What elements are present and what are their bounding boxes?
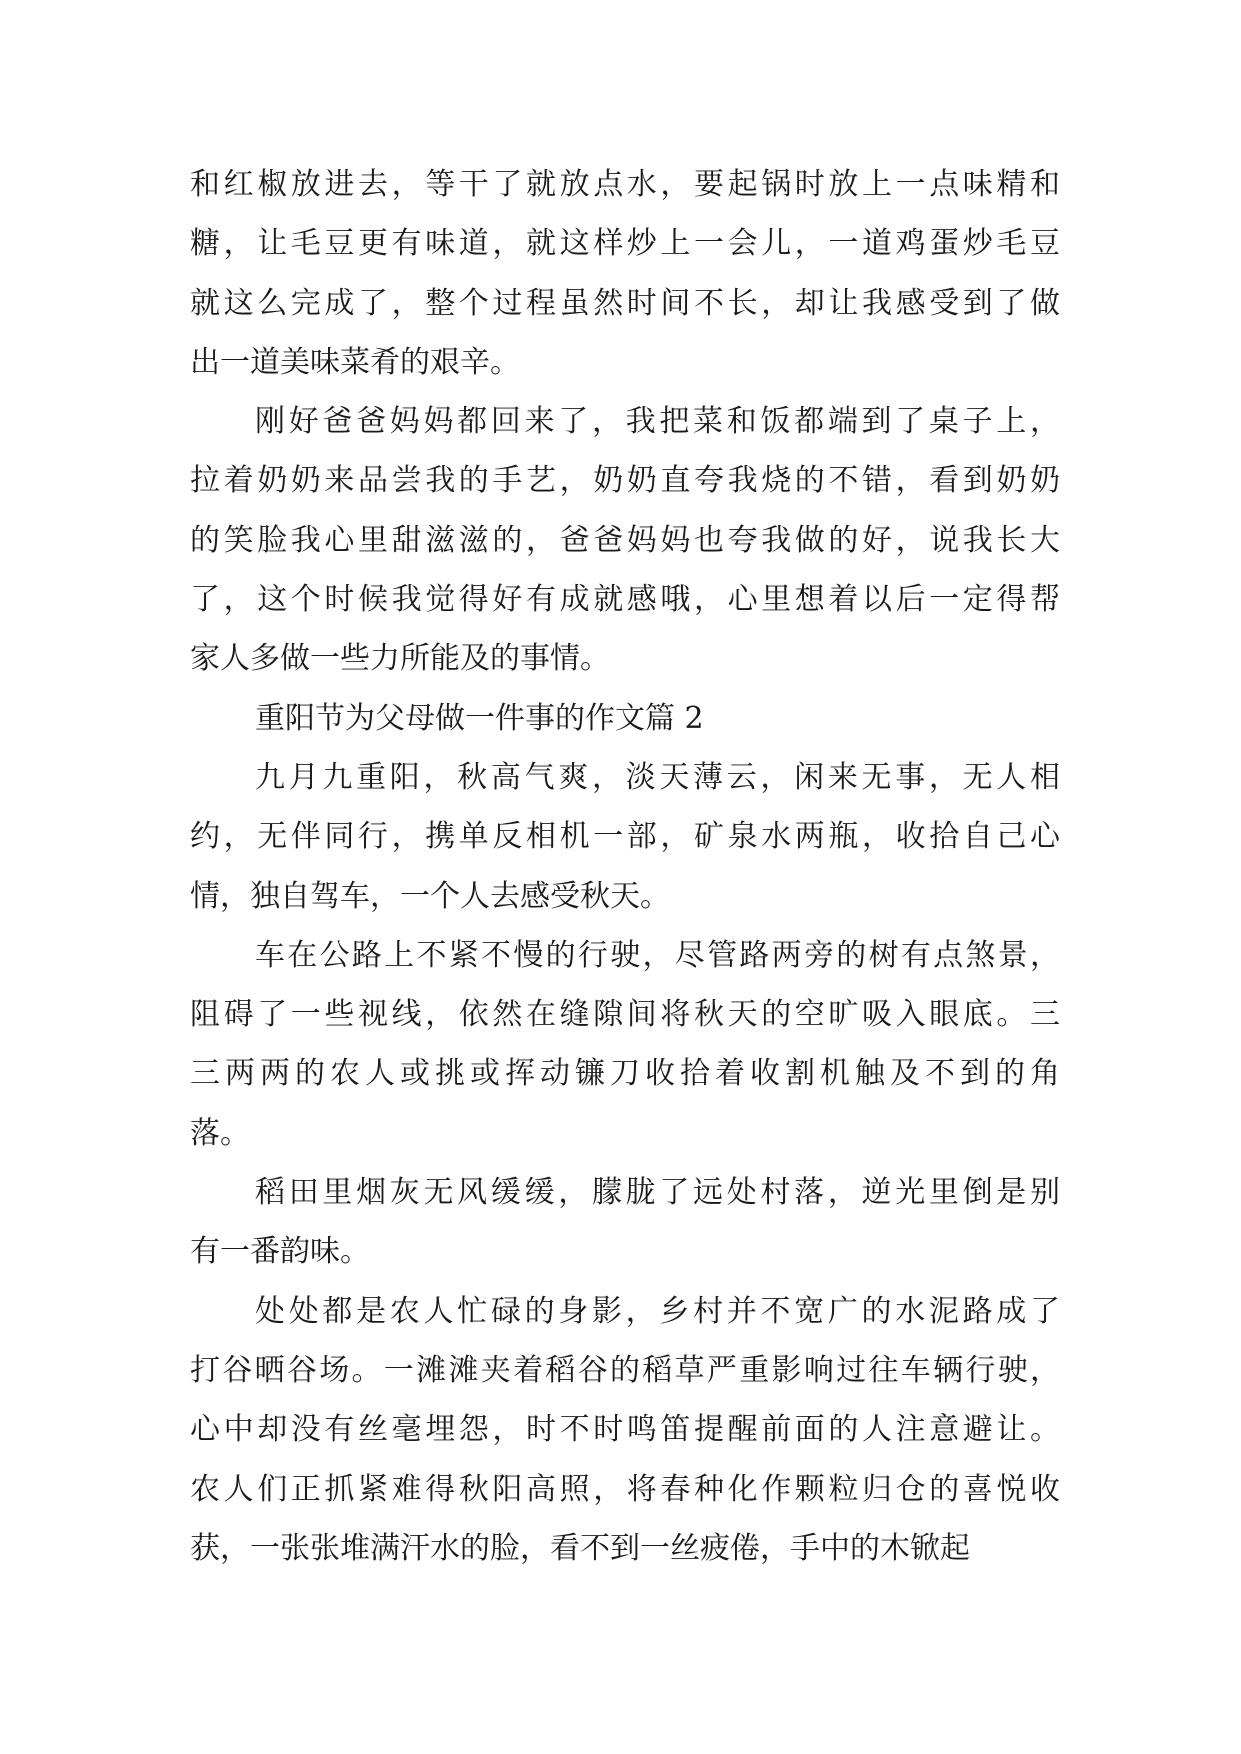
- text-line: 落。: [190, 1115, 250, 1151]
- paragraph-autumn-day: [190, 748, 1060, 926]
- text-line: 处处都是农人忙碌的身影，乡村并不宽广的水泥路成了: [255, 1293, 1060, 1329]
- text-line: 糖，让毛豆更有味道，就这样炒上一会儿，一道鸡蛋炒毛豆: [190, 226, 1060, 262]
- text-line: 出一道美味菜肴的艰辛。: [190, 344, 520, 380]
- text-line: 重阳节为父母做一件事的作文篇 2: [255, 700, 704, 736]
- document-body: [190, 155, 1060, 1578]
- text-line: 情，独自驾车，一个人去感受秋天。: [190, 878, 670, 914]
- text-line: 刚好爸爸妈妈都回来了，我把菜和饭都端到了桌子上，: [255, 404, 1060, 440]
- text-line: 三两两的农人或挑或挥动镰刀收拾着收割机触及不到的角: [190, 1056, 1060, 1092]
- paragraph-road: [190, 926, 1060, 1163]
- text-line: 车在公路上不紧不慢的行驶，尽管路两旁的树有点煞景，: [255, 937, 1060, 973]
- text-line: 了，这个时候我觉得好有成就感哦，心里想着以后一定得帮: [190, 582, 1060, 618]
- text-line: 获，一张张堆满汗水的脸，看不到一丝疲倦，手中的木锨起: [190, 1530, 970, 1566]
- paragraph-cooking-end: [190, 155, 1060, 392]
- text-line: 就这么完成了，整个过程虽然时间不长，却让我感受到了做: [190, 285, 1060, 321]
- text-line: 有一番韵味。: [190, 1234, 370, 1270]
- text-line: 拉着奶奶来品尝我的手艺，奶奶直夸我烧的不错，看到奶奶: [190, 463, 1060, 499]
- text-line: 阻碍了一些视线，依然在缝隙间将秋天的空旷吸入眼底。三: [190, 997, 1060, 1033]
- text-line: 九月九重阳，秋高气爽，淡天薄云，闲来无事，无人相: [255, 759, 1060, 795]
- text-line: 的笑脸我心里甜滋滋的，爸爸妈妈也夸我做的好，说我长大: [190, 522, 1060, 558]
- text-line: 稻田里烟灰无风缓缓，朦胧了远处村落，逆光里倒是别: [255, 1175, 1060, 1211]
- paragraph-rice-field: [190, 1163, 1060, 1282]
- text-line: 家人多做一些力所能及的事情。: [190, 641, 610, 677]
- text-line: 和红椒放进去，等干了就放点水，要起锅时放上一点味精和: [190, 167, 1060, 202]
- text-line: 心中却没有丝毫埋怨，时不时鸣笛提醒前面的人注意避让。: [190, 1412, 1060, 1448]
- text-line: 打谷晒谷场。一滩滩夹着稻谷的稻草严重影响过往车辆行驶，: [190, 1352, 1060, 1388]
- text-line: 约，无伴同行，携单反相机一部，矿泉水两瓶，收拾自己心: [190, 819, 1060, 855]
- section-heading: [190, 689, 1060, 748]
- paragraph-farmers: [190, 1282, 1060, 1578]
- paragraph-family-return: [190, 392, 1060, 688]
- text-line: 农人们正抓紧难得秋阳高照，将春种化作颗粒归仓的喜悦收: [190, 1471, 1060, 1507]
